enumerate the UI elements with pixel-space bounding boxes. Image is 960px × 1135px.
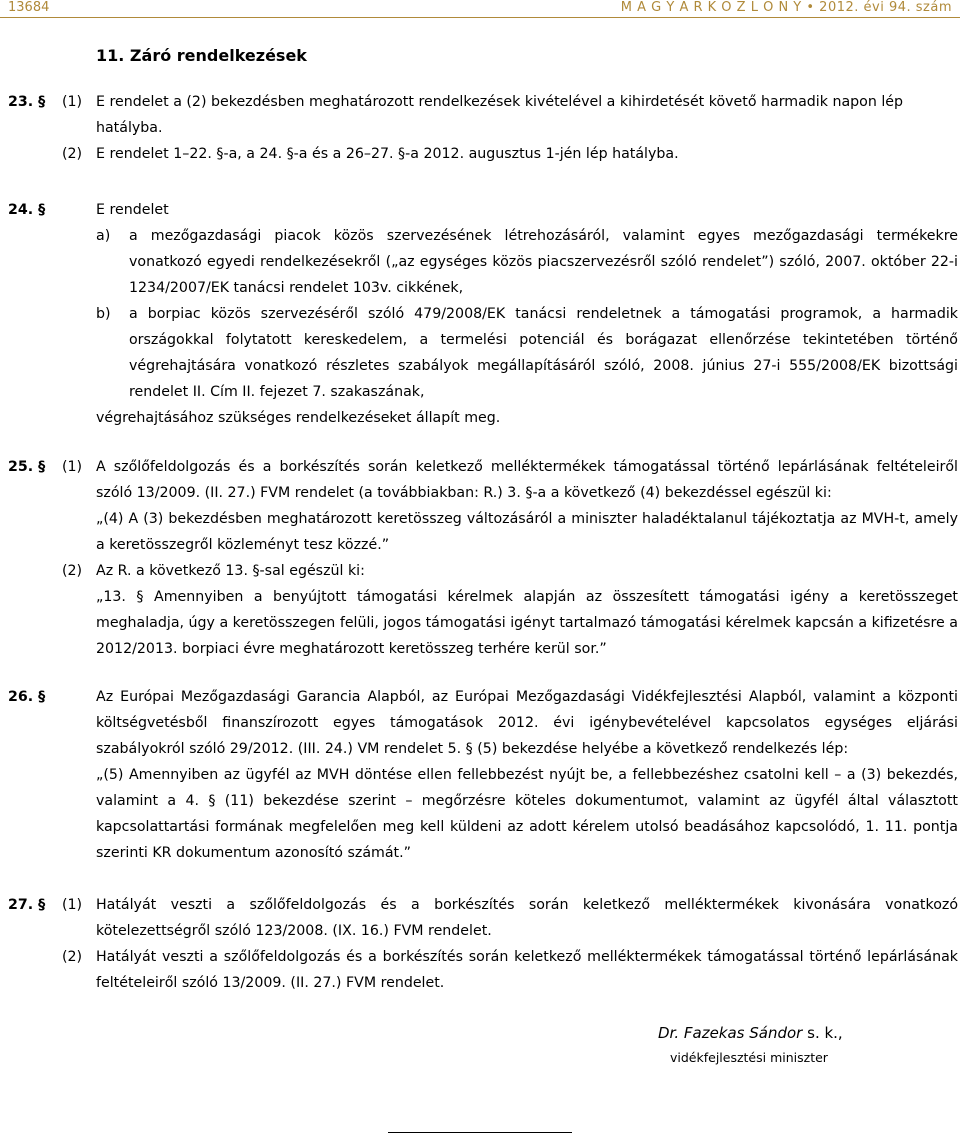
signatory-suffix: s. k., <box>802 1024 843 1042</box>
section-number: 26. § <box>8 689 46 705</box>
paragraph-label: (1) <box>62 459 83 475</box>
header-rule <box>0 17 960 18</box>
chapter-title: 11. Záró rendelkezések <box>96 46 307 65</box>
point-a <box>96 223 958 301</box>
section-number: 25. § <box>8 459 46 475</box>
section-24 <box>8 197 958 431</box>
footer-rule <box>388 1132 572 1133</box>
paragraph-label: (1) <box>62 94 83 110</box>
paragraph-2 <box>62 141 958 167</box>
paragraph-2 <box>62 558 958 584</box>
section-closing: végrehajtásához szükséges rendelkezéseket állapít meg. <box>96 410 501 426</box>
point-label: b) <box>96 306 111 322</box>
paragraph-label: (2) <box>62 146 83 162</box>
paragraph-text: Az R. a következő 13. §-sal egészül ki: <box>96 563 365 579</box>
section-number: 27. § <box>8 897 46 913</box>
section-26 <box>8 684 958 866</box>
page-number: 13684 <box>8 0 50 15</box>
section-quote: „(5) Amennyiben az ügyfél az MVH döntése ellen fellebbezést nyújt be, a fellebbezéshez csatolni kell – a (3) bekezdés, valamint a 4. § (11) bekezdése szerint – megőrzésre köteles dokumentumot, valamint az ügyfél által választott kapcsolattartási formának megfelelően meg kell küldeni az adott kérelem utolsó beadásához kapcsolódó, 1. 11. pontja szerinti KR dokumentum azonosító számát.” <box>96 767 958 861</box>
page-header <box>0 0 960 18</box>
paragraph-text: A szőlőfeldolgozás és a borkészítés során keletkező melléktermékek támogatással történő lepárlásának feltételeiről szóló 13/2009. (II. 27.) FVM rendelet (a továbbiakban: R.) 3. §-a a következő (4) bekezdéssel egészül ki: <box>96 459 958 501</box>
paragraph-quote: „(4) A (3) bekezdésben meghatározott keretösszeg változásáról a miniszter haladéktalanul tájékoztatja az MVH-t, amely a keretösszegről közleményt tesz közzé.” <box>96 511 958 553</box>
section-27 <box>8 892 958 996</box>
section-number: 24. § <box>8 202 46 218</box>
section-23 <box>8 89 958 167</box>
section-25 <box>8 454 958 662</box>
signature <box>658 1024 843 1042</box>
paragraph-quote: „13. § Amennyiben a benyújtott támogatási kérelmek alapján az összesített támogatási igény a keretösszeget meghaladja, úgy a keretösszegen felüli, jogos támogatási igényt tartalmazó támogatási kérelmek kapcsán a kifizetésre a 2012/2013. borpiaci évre meghatározott keretösszeg terhére kerül sor.” <box>96 589 958 657</box>
paragraph-1 <box>62 454 958 506</box>
paragraph-1 <box>62 892 958 944</box>
paragraph-label: (2) <box>62 949 83 965</box>
paragraph-text: E rendelet 1–22. §-a, a 24. §-a és a 26–27. §-a 2012. augusztus 1-jén lép hatályba. <box>96 146 679 162</box>
point-text: a mezőgazdasági piacok közös szervezésének létrehozásáról, valamint egyes mezőgazdasági termékekre vonatkozó egyedi rendelkezésekről („az egységes közös piacszervezésről szóló rendelet”) szóló, 2007. október 22-i 1234/2007/EK tanácsi rendelet 103v. cikkének, <box>129 228 958 296</box>
section-number: 23. § <box>8 94 46 110</box>
signatory-name: Dr. Fazekas Sándor <box>658 1024 803 1042</box>
paragraph-text: Hatályát veszti a szőlőfeldolgozás és a borkészítés során keletkező melléktermékek kivonására vonatkozó kötelezettségről szóló 123/2008. (IX. 16.) FVM rendelet. <box>96 897 958 939</box>
signatory-title: vidékfejlesztési miniszter <box>670 1050 828 1065</box>
section-intro: E rendelet <box>96 202 169 218</box>
point-label: a) <box>96 228 111 244</box>
paragraph-1 <box>62 89 958 141</box>
journal-title: M A G Y A R K Ö Z L Ö N Y • 2012. évi 94. szám <box>620 0 952 15</box>
paragraph-text: E rendelet a (2) bekezdésben meghatározott rendelkezések kivételével a kihirdetését követő harmadik napon lép hatályba. <box>96 94 904 136</box>
point-text: a borpiac közös szervezéséről szóló 479/2008/EK tanácsi rendeletnek a támogatási programok, a harmadik országokkal folytatott kereskedelem, a termelési potenciál és borágazat ellenőrzése tekintetében történő végrehajtására vonatkozó részletes szabályok megállapításáról szóló, 2008. június 27-i 555/2008/EK bizottsági rendelet II. Cím II. fejezet 7. szakaszának, <box>129 306 958 400</box>
section-text: Az Európai Mezőgazdasági Garancia Alapból, az Európai Mezőgazdasági Vidékfejlesztési Alapból, valamint a központi költségvetésből finanszírozott egyes támogatások 2012. évi igénybevételével kapcsolatos egységes eljárási szabályokról szóló 29/2012. (III. 24.) VM rendelet 5. § (5) bekezdése helyébe a következő rendelkezés lép: <box>96 689 958 757</box>
paragraph-text: Hatályát veszti a szőlőfeldolgozás és a borkészítés során keletkező melléktermékek támogatással történő lepárlásának feltételeiről szóló 13/2009. (II. 27.) FVM rendelet. <box>96 949 958 991</box>
paragraph-label: (1) <box>62 897 83 913</box>
paragraph-2 <box>62 944 958 996</box>
point-b <box>96 301 958 405</box>
paragraph-label: (2) <box>62 563 83 579</box>
